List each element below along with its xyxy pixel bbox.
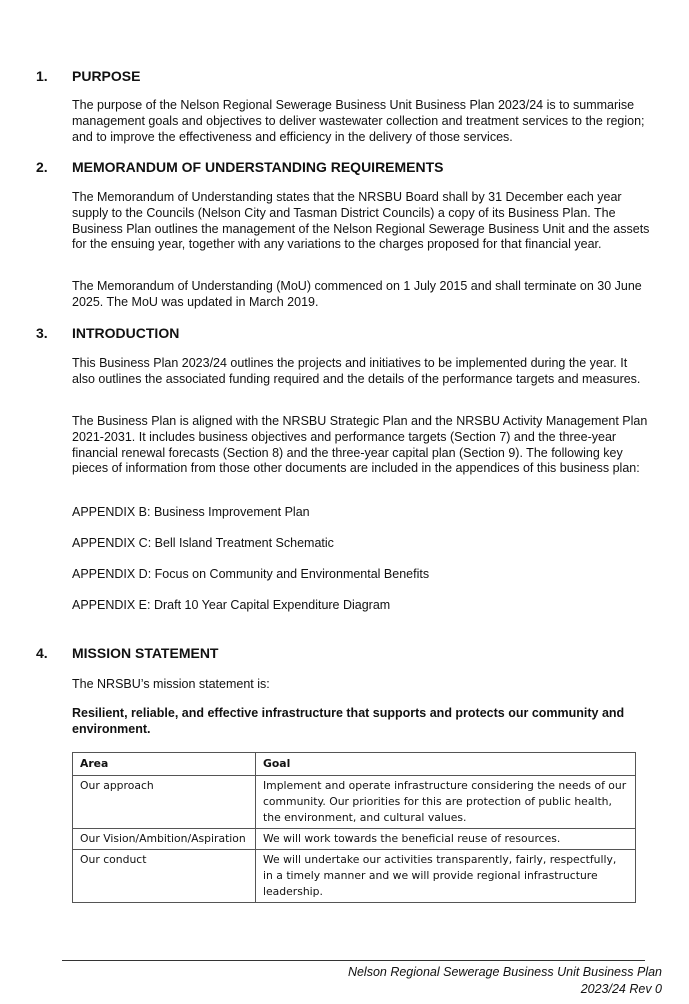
footer-divider [62, 960, 645, 961]
section-title: PURPOSE [72, 68, 141, 84]
table-cell-area: Our approach [73, 776, 256, 829]
mou-paragraph-1: The Memorandum of Understanding states that the NRSBU Board shall by 31 December each year supply to the Councils (Nelson City and Tasman District Councils) a copy of its Business Plan. The Business Plan outlines the management of the Nelson Regional Sewerage Business Unit and the assets for the ensuing year, together with any variations to the charges proposed for that financial year. [72, 190, 650, 252]
section-title: INTRODUCTION [72, 325, 180, 341]
section-number: 3. [36, 325, 48, 341]
section-title: MISSION STATEMENT [72, 645, 219, 661]
table-row [73, 776, 636, 829]
introduction-paragraph-2: The Business Plan is aligned with the NRSBU Strategic Plan and the NRSBU Activity Management Plan 2021-2031. It includes business objectives and performance targets (Section 7) and the three-year financial renewal forecasts (Section 8) and the three-year capital plan (Section 9). The following key pieces of information from those other documents are included in the appendices of this business plan: [72, 414, 648, 476]
footer-line-1: Nelson Regional Sewerage Business Unit Business Plan [347, 965, 662, 979]
table-cell-goal: We will work towards the beneficial reuse of resources. [256, 829, 636, 850]
appendix-item: APPENDIX E: Draft 10 Year Capital Expenditure Diagram [72, 598, 391, 612]
purpose-paragraph: The purpose of the Nelson Regional Sewerage Business Unit Business Plan 2023/24 is to summarise management goals and objectives to deliver wastewater collection and treatment services to the region; and to improve the effectiveness and efficiency in the delivery of those services. [72, 98, 645, 144]
table-cell-goal: Implement and operate infrastructure considering the needs of our community. Our priorities for this are protection of public health, the environment, and cultural values. [256, 776, 636, 829]
appendix-item: APPENDIX D: Focus on Community and Environmental Benefits [72, 567, 430, 581]
column-header-goal: Goal [256, 753, 636, 776]
section-number: 2. [36, 159, 48, 175]
table-cell-area: Our Vision/Ambition/Aspiration [73, 829, 256, 850]
mission-goals-table [72, 752, 636, 903]
mou-paragraph-2: The Memorandum of Understanding (MoU) commenced on 1 July 2015 and shall terminate on 30 June 2025. The MoU was updated in March 2019. [72, 279, 642, 309]
section-title: MEMORANDUM OF UNDERSTANDING REQUIREMENTS [72, 159, 444, 175]
table-row [73, 829, 636, 850]
table-row [73, 850, 636, 903]
appendix-item: APPENDIX C: Bell Island Treatment Schematic [72, 536, 334, 550]
footer-line-2: 2023/24 Rev 0 [580, 982, 662, 996]
page-footer [348, 964, 662, 998]
appendix-item: APPENDIX B: Business Improvement Plan [72, 505, 310, 519]
table-header-row [73, 753, 636, 776]
table-cell-goal: We will undertake our activities transparently, fairly, respectfully, in a timely manner and we will provide regional infrastructure leadership. [256, 850, 636, 903]
section-number: 1. [36, 68, 48, 84]
mission-statement: Resilient, reliable, and effective infrastructure that supports and protects our community and environment. [72, 706, 625, 736]
table-cell-area: Our conduct [73, 850, 256, 903]
mission-intro: The NRSBU’s mission statement is: [72, 677, 270, 691]
section-number: 4. [36, 645, 48, 661]
introduction-paragraph-1: This Business Plan 2023/24 outlines the projects and initiatives to be implemented during the year. It also outlines the associated funding required and the details of the performance targets and measures. [72, 356, 641, 386]
column-header-area: Area [73, 753, 256, 776]
